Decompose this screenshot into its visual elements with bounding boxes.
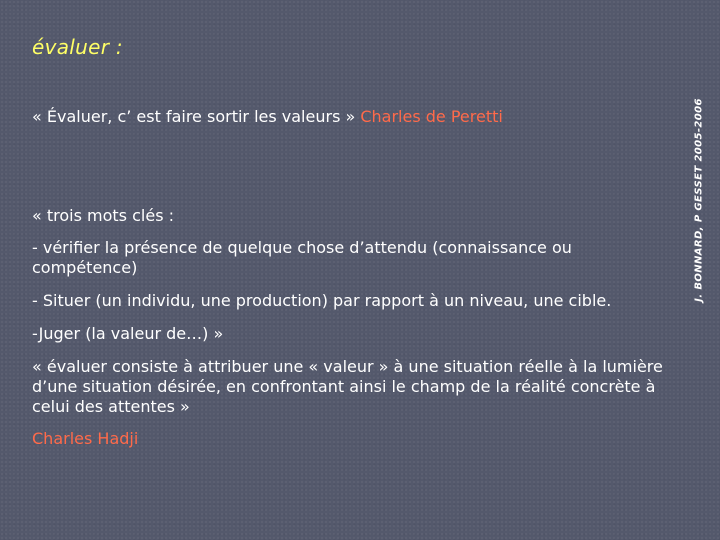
trois-mots-cles: « trois mots clés : (32, 206, 174, 225)
point-juger: -Juger (la valeur de…) » (32, 324, 224, 343)
quote-text: « Évaluer, c’ est faire sortir les valeurs » (32, 107, 361, 126)
quote-line (32, 107, 503, 126)
point-verifier: - vérifier la présence de quelque chose d’attendu (connaissance ou compétence) (32, 238, 572, 277)
quote-author: Charles de Peretti (360, 107, 503, 126)
citation-hadji: « évaluer consiste à attribuer une « valeur » à une situation réelle à la lumière d’une situation désirée, en confrontant ainsi le champ de la réalité concrète à celui des attentes » (32, 357, 663, 416)
point-situer: - Situer (un individu, une production) par rapport à un niveau, une cible. (32, 291, 612, 310)
side-credit: J. BONNARD, P GESSET 2005-2006 (693, 98, 705, 302)
citation-author: Charles Hadji (32, 429, 139, 448)
slide-title: évaluer : (32, 35, 123, 59)
content-body (32, 206, 672, 449)
